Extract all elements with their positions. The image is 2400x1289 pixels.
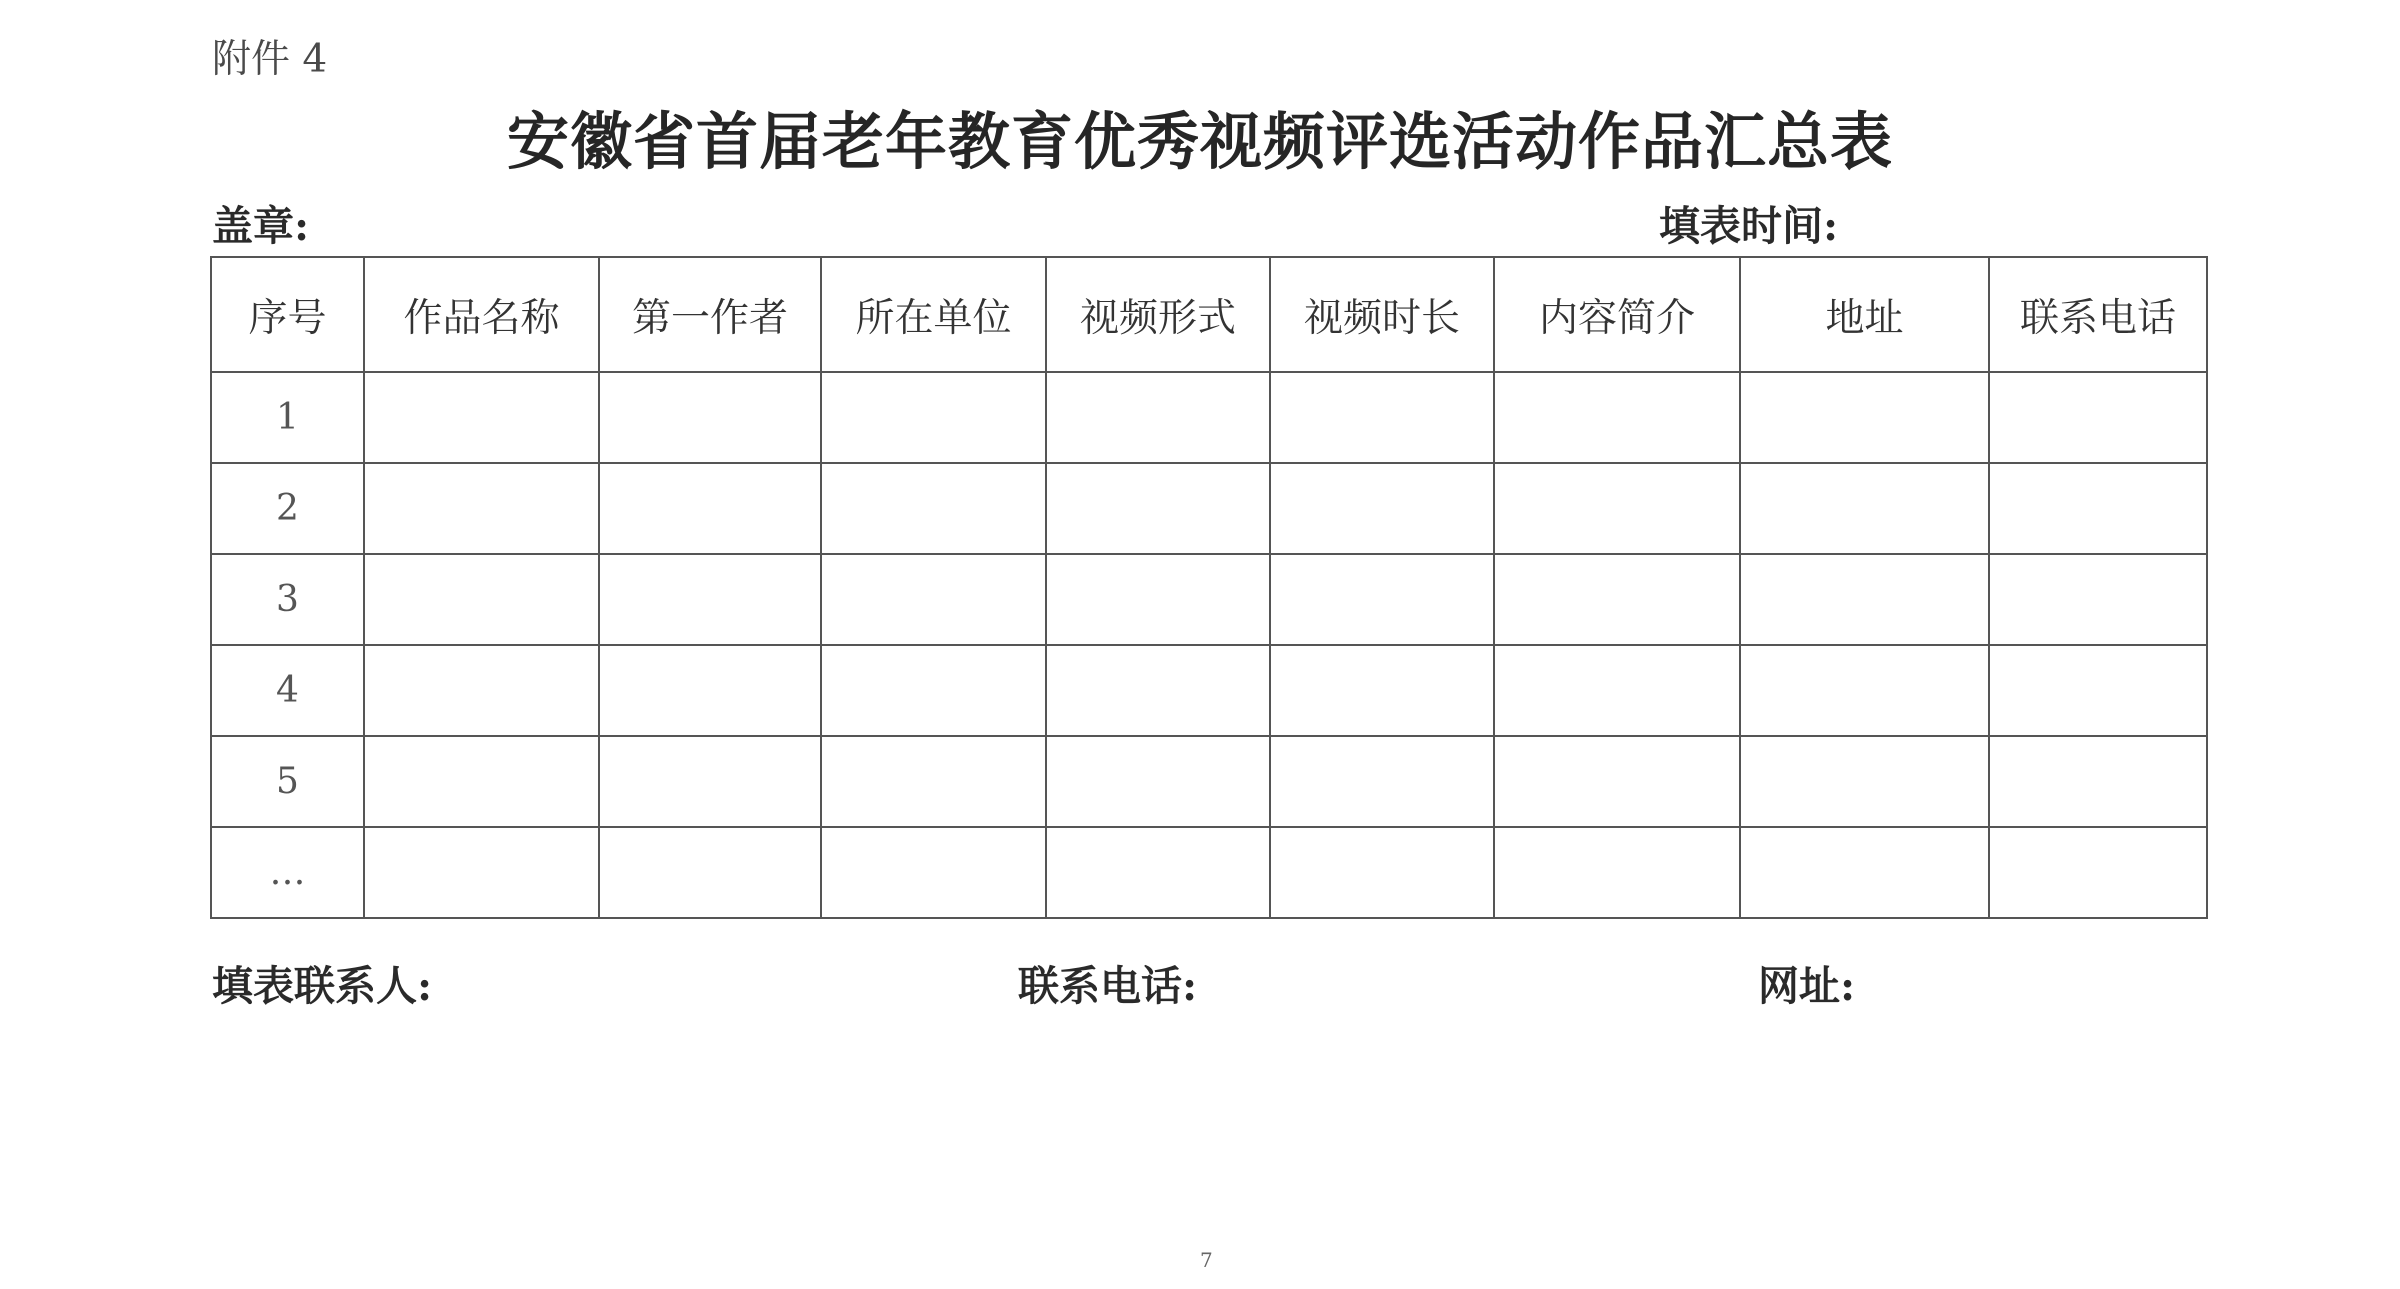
table-cell — [364, 827, 599, 918]
row-index-cell: … — [211, 827, 364, 918]
row-index-cell: 3 — [211, 554, 364, 645]
table-cell — [1989, 827, 2207, 918]
table-cell — [1046, 645, 1270, 736]
table-cell — [1494, 554, 1740, 645]
table-cell — [599, 554, 821, 645]
table-cell — [1989, 554, 2207, 645]
table-header-row — [211, 257, 2207, 372]
table-row — [211, 645, 2207, 736]
table-cell — [821, 372, 1046, 463]
table-cell — [1270, 736, 1494, 827]
table-cell — [599, 827, 821, 918]
table-cell — [1494, 827, 1740, 918]
table-cell — [1046, 554, 1270, 645]
table-cell — [1740, 554, 1989, 645]
url-label: 网址: — [1758, 962, 1856, 1010]
contact-person-label: 填表联系人: — [212, 962, 433, 1010]
table-cell — [599, 645, 821, 736]
table-cell — [1270, 645, 1494, 736]
attachment-label: 附件 4 — [212, 37, 328, 82]
table-cell — [1989, 645, 2207, 736]
row-index-cell: 1 — [211, 372, 364, 463]
table-cell — [821, 463, 1046, 554]
table-cell — [1989, 372, 2207, 463]
row-index-cell: 5 — [211, 736, 364, 827]
page-number: 7 — [1200, 1248, 1213, 1272]
table-cell — [599, 372, 821, 463]
table-cell — [1270, 554, 1494, 645]
header-address: 地址 — [1740, 257, 1989, 372]
table-cell — [1989, 463, 2207, 554]
header-video-duration: 视频时长 — [1270, 257, 1494, 372]
table-cell — [1740, 736, 1989, 827]
phone-label: 联系电话: — [1018, 962, 1198, 1010]
table-cell — [1494, 736, 1740, 827]
header-organization: 所在单位 — [821, 257, 1046, 372]
header-first-author: 第一作者 — [599, 257, 821, 372]
table-cell — [1494, 645, 1740, 736]
header-meta — [212, 193, 2212, 250]
table-cell — [1046, 372, 1270, 463]
table-row — [211, 372, 2207, 463]
header-summary: 内容简介 — [1494, 257, 1740, 372]
seal-label: 盖章: — [212, 202, 310, 250]
table-row — [211, 736, 2207, 827]
table-cell — [821, 736, 1046, 827]
header-phone: 联系电话 — [1989, 257, 2207, 372]
table-cell — [1046, 463, 1270, 554]
table-cell — [1740, 372, 1989, 463]
table-cell — [821, 554, 1046, 645]
row-index-cell: 2 — [211, 463, 364, 554]
table-row — [211, 463, 2207, 554]
fill-time-label: 填表时间: — [1659, 202, 1839, 250]
table-cell — [1270, 463, 1494, 554]
table-cell — [1494, 372, 1740, 463]
header-work-title: 作品名称 — [364, 257, 599, 372]
table-cell — [1270, 827, 1494, 918]
table-cell — [1740, 463, 1989, 554]
page-title: 安徽省首届老年教育优秀视频评选活动作品汇总表 — [506, 105, 1893, 178]
table-cell — [1046, 736, 1270, 827]
table-cell — [599, 463, 821, 554]
table-cell — [821, 827, 1046, 918]
table-cell — [364, 736, 599, 827]
table-cell — [821, 645, 1046, 736]
summary-table — [210, 256, 2208, 919]
table-row — [211, 554, 2207, 645]
table-cell — [1740, 827, 1989, 918]
table-row — [211, 827, 2207, 918]
table-cell — [364, 554, 599, 645]
table-cell — [1989, 736, 2207, 827]
table-cell — [364, 372, 599, 463]
table-cell — [364, 463, 599, 554]
row-index-cell: 4 — [211, 645, 364, 736]
table-cell — [1046, 827, 1270, 918]
table-cell — [364, 645, 599, 736]
header-index: 序号 — [211, 257, 364, 372]
table-cell — [1494, 463, 1740, 554]
table-cell — [1270, 372, 1494, 463]
header-video-format: 视频形式 — [1046, 257, 1270, 372]
table-cell — [1740, 645, 1989, 736]
table-cell — [599, 736, 821, 827]
